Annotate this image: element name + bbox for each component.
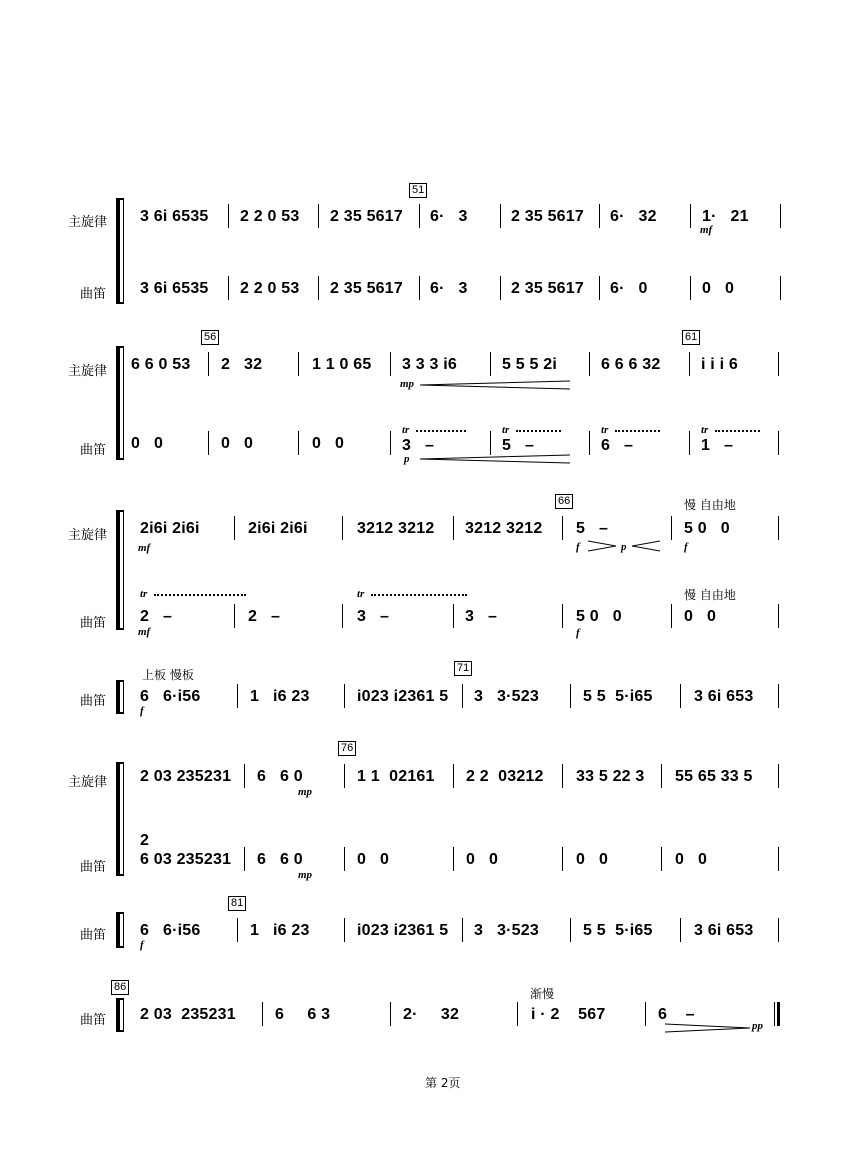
measure: 3 – (465, 608, 498, 625)
measure: 6 6 3 (275, 1006, 331, 1023)
tempo-marking: 上板 慢板 (142, 668, 194, 682)
barline (778, 516, 779, 540)
dynamic-marking: pp (752, 1020, 763, 1032)
trill-mark: tr (502, 424, 510, 436)
measure: 2i6i 2i6i (248, 520, 308, 537)
dynamic-marking: f (140, 939, 144, 951)
barline (344, 847, 345, 871)
barline (462, 918, 463, 942)
system-line (123, 914, 124, 948)
barline (298, 352, 299, 376)
measure: 6· 3 (430, 280, 468, 297)
rehearsal-mark: 56 (201, 330, 219, 345)
crescendo-hairpin (420, 380, 570, 390)
barline (517, 1002, 518, 1026)
measure: 6· 3 (430, 208, 468, 225)
measure: i023 i2361 5 (357, 688, 449, 705)
barline (780, 276, 781, 300)
barline (344, 918, 345, 942)
measure: 2 03 235231 (140, 1006, 236, 1023)
barline (778, 431, 779, 455)
trill-mark: tr (140, 588, 148, 600)
measure: 1 i6 23 (250, 922, 310, 939)
rehearsal-mark: 81 (228, 896, 246, 911)
chord-upper-note: 2 (140, 832, 150, 849)
measure: 2 35 5617 (330, 280, 403, 297)
dynamic-marking: mp (298, 869, 313, 881)
measure: 5 – (576, 520, 609, 537)
rehearsal-mark: 76 (338, 741, 356, 756)
barline (645, 1002, 646, 1026)
barline (344, 684, 345, 708)
measure: 3 3·523 (474, 922, 539, 939)
system-line (123, 682, 124, 714)
measure: 1 1 02161 (357, 768, 435, 785)
part-label-melody: 主旋律 (68, 215, 108, 230)
trill-mark: tr (601, 424, 609, 436)
part-label-dizi: 曲笛 (80, 443, 107, 458)
barline (562, 847, 563, 871)
measure: i023 i2361 5 (357, 922, 449, 939)
measure: 3212 3212 (465, 520, 543, 537)
dynamic-marking: mp (400, 378, 415, 390)
measure: 5 0 0 (684, 520, 730, 537)
barline (589, 352, 590, 376)
measure: 2 35 5617 (330, 208, 403, 225)
dynamic-marking: f (140, 705, 144, 717)
dynamic-marking: mf (700, 224, 713, 236)
barline (778, 352, 779, 376)
barline (680, 918, 681, 942)
measure: 5 5 5·i65 (583, 922, 653, 939)
measure: 6 6 0 (257, 768, 303, 785)
barline (780, 204, 781, 228)
measure: 3 3 3 i6 (402, 356, 457, 373)
tempo-marking: 渐慢 (530, 987, 555, 1001)
part-label-dizi: 曲笛 (80, 287, 107, 302)
barline (562, 604, 563, 628)
measure: 0 0 (675, 851, 708, 868)
barline (237, 918, 238, 942)
measure: 3 6i 653 (694, 922, 754, 939)
measure: 5 – (502, 437, 535, 454)
measure: 2 – (248, 608, 281, 625)
part-label-dizi: 曲笛 (80, 1013, 107, 1028)
dynamic-marking: f (684, 541, 688, 553)
barline (318, 276, 319, 300)
barline (671, 604, 672, 628)
barline (453, 516, 454, 540)
measure: 2 35 5617 (511, 208, 584, 225)
system-bracket (116, 512, 120, 630)
measure: 2 – (140, 608, 173, 625)
tempo-marking: 慢 自由地 (684, 588, 736, 602)
barline (599, 204, 600, 228)
part-label-melody: 主旋律 (68, 528, 108, 543)
barline (778, 604, 779, 628)
barline (208, 352, 209, 376)
barline (661, 764, 662, 788)
barline (244, 764, 245, 788)
measure: i i i 6 (701, 356, 738, 373)
barline (390, 431, 391, 455)
system-bracket (116, 764, 120, 876)
dynamic-marking: f (576, 541, 580, 553)
dynamic-marking: mf (138, 626, 151, 638)
system-bracket (116, 348, 120, 460)
system-bracket (116, 200, 120, 304)
rehearsal-mark: 86 (111, 980, 129, 995)
measure: 0 0 (702, 280, 735, 297)
barline (778, 847, 779, 871)
barline (453, 604, 454, 628)
measure: 33 5 22 3 (576, 768, 645, 785)
measure: 6 6 6 32 (601, 356, 661, 373)
part-label-dizi: 曲笛 (80, 616, 107, 631)
measure: 1 i6 23 (250, 688, 310, 705)
measure: 0 0 (684, 608, 717, 625)
barline (342, 604, 343, 628)
measure: 0 0 (312, 435, 345, 452)
measure: 5 0 0 (576, 608, 622, 625)
rehearsal-mark: 71 (454, 661, 472, 676)
barline (390, 352, 391, 376)
barline (570, 918, 571, 942)
final-barline-thick (777, 1002, 780, 1026)
measure: 3 – (357, 608, 390, 625)
barline (778, 684, 779, 708)
measure: 3 6i 6535 (140, 208, 209, 225)
barline (234, 516, 235, 540)
barline (208, 431, 209, 455)
barline (671, 516, 672, 540)
measure: 2· 32 (403, 1006, 460, 1023)
measure: 0 0 (221, 435, 254, 452)
trill-mark: tr (357, 588, 365, 600)
measure: 6 6·i56 (140, 922, 201, 939)
measure: 6 6·i56 (140, 688, 201, 705)
barline (562, 516, 563, 540)
final-barline-thin (774, 1002, 775, 1026)
measure: 2 03 235231 (140, 768, 232, 785)
barline (419, 204, 420, 228)
dynamic-marking: p (404, 453, 410, 465)
system-line (123, 200, 124, 304)
system-line (123, 348, 124, 460)
trill-line (371, 594, 467, 597)
crescendo-hairpin (632, 540, 660, 552)
dynamic-marking: p (621, 541, 627, 553)
trill-mark: tr (402, 424, 410, 436)
barline (262, 1002, 263, 1026)
barline (453, 764, 454, 788)
dynamic-marking: mp (298, 786, 313, 798)
measure: 0 0 (466, 851, 499, 868)
barline (778, 764, 779, 788)
part-label-dizi: 曲笛 (80, 928, 107, 943)
system-line (123, 1000, 124, 1032)
trill-line (715, 430, 760, 433)
decrescendo-hairpin (588, 540, 616, 552)
barline (689, 431, 690, 455)
barline (562, 764, 563, 788)
measure: 6· 0 (610, 280, 648, 297)
barline (453, 847, 454, 871)
barline (342, 516, 343, 540)
measure: 0 0 (131, 435, 164, 452)
tempo-marking: 慢 自由地 (684, 498, 736, 512)
trill-line (516, 430, 561, 433)
system-line (123, 764, 124, 876)
measure: 2i6i 2i6i (140, 520, 200, 537)
barline (344, 764, 345, 788)
part-label-melody: 主旋律 (68, 364, 108, 379)
measure: 0 0 (576, 851, 609, 868)
part-label-dizi: 曲笛 (80, 694, 107, 709)
barline (234, 604, 235, 628)
measure: 2 32 (221, 356, 263, 373)
barline (390, 1002, 391, 1026)
dynamic-marking: mf (138, 542, 151, 554)
barline (570, 684, 571, 708)
barline (500, 204, 501, 228)
measure: 55 65 33 5 (675, 768, 753, 785)
measure: 5 5 5·i65 (583, 688, 653, 705)
measure: 6 – (658, 1006, 695, 1023)
barline (778, 918, 779, 942)
rehearsal-mark: 66 (555, 494, 573, 509)
barline (589, 431, 590, 455)
trill-mark: tr (701, 424, 709, 436)
measure: 2 2 03212 (466, 768, 544, 785)
barline (244, 847, 245, 871)
measure: 3 3·523 (474, 688, 539, 705)
part-label-melody: 主旋律 (68, 775, 108, 790)
barline (318, 204, 319, 228)
barline (599, 276, 600, 300)
barline (690, 276, 691, 300)
barline (228, 276, 229, 300)
measure: 1 1 0 65 (312, 356, 372, 373)
measure: 1 – (701, 437, 734, 454)
measure: 6 6 0 (257, 851, 303, 868)
barline (500, 276, 501, 300)
barline (680, 684, 681, 708)
barline (462, 684, 463, 708)
measure: 6 – (601, 437, 634, 454)
barline (490, 352, 491, 376)
measure: 1· 21 (702, 208, 749, 225)
measure: 2 35 5617 (511, 280, 584, 297)
measure: 3 – (402, 437, 435, 454)
trill-line (615, 430, 660, 433)
measure: 3212 3212 (357, 520, 435, 537)
measure: 2 2 0 53 (240, 208, 300, 225)
decrescendo-hairpin (665, 1023, 750, 1033)
measure: 2 2 0 53 (240, 280, 300, 297)
measure: 6· 32 (610, 208, 657, 225)
barline (661, 847, 662, 871)
dynamic-marking: f (576, 627, 580, 639)
barline (298, 431, 299, 455)
measure: 6 6 0 53 (131, 356, 191, 373)
measure: 5 5 5 2i (502, 356, 557, 373)
barline (490, 431, 491, 455)
system-bracket (116, 1000, 120, 1032)
barline (419, 276, 420, 300)
measure: 3 6i 653 (694, 688, 754, 705)
rehearsal-mark: 51 (409, 183, 427, 198)
part-label-dizi: 曲笛 (80, 860, 107, 875)
system-line (123, 512, 124, 630)
trill-line (416, 430, 466, 433)
barline (237, 684, 238, 708)
measure: 6 03 235231 (140, 851, 232, 868)
barline (228, 204, 229, 228)
measure: 0 0 (357, 851, 390, 868)
system-bracket (116, 914, 120, 948)
page-number: 第 2页 (425, 1076, 461, 1090)
system-bracket (116, 682, 120, 714)
measure: i · 2 567 (531, 1006, 606, 1023)
crescendo-hairpin (420, 454, 570, 464)
barline (689, 352, 690, 376)
rehearsal-mark: 61 (682, 330, 700, 345)
trill-line (154, 594, 246, 597)
barline (690, 204, 691, 228)
measure: 3 6i 6535 (140, 280, 209, 297)
